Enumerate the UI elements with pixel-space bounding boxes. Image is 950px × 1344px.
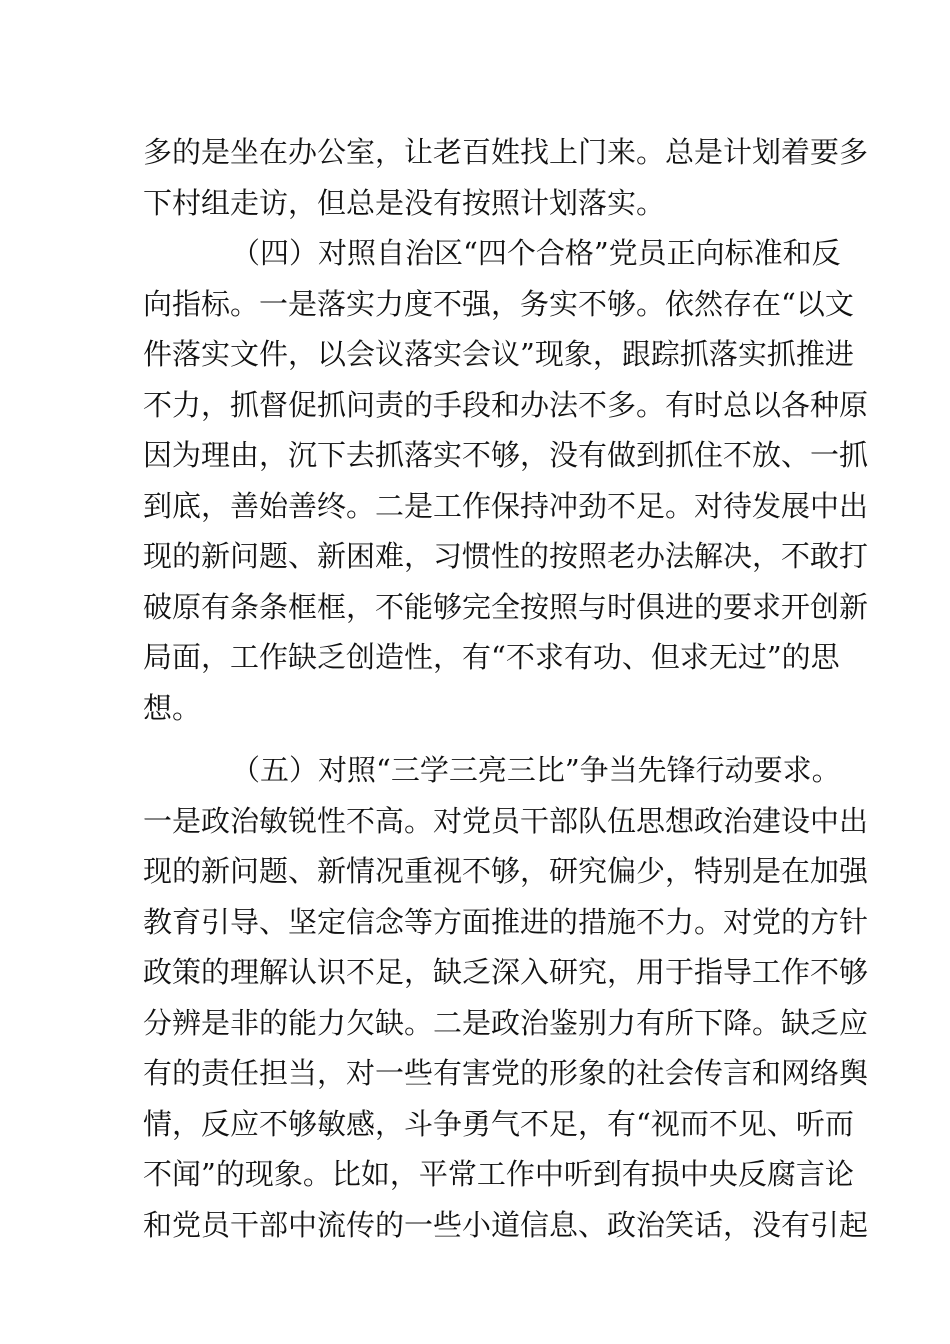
text-line: 有的责任担当，对一些有害党的形象的社会传言和网络舆 <box>143 1056 869 1090</box>
text-line: 一是政治敏锐性不高。对党员干部队伍思想政治建设中出 <box>143 803 869 838</box>
text-line: 不闻”的现象。比如，平常工作中听到有损中央反腐言论 <box>143 1157 854 1191</box>
text-line: 分辨是非的能力欠缺。二是政治鉴别力有所下降。缺乏应 <box>143 1005 869 1040</box>
text-line: 教育引导、坚定信念等方面推进的措施不力。对党的方针 <box>143 904 869 939</box>
text-line: 现的新问题、新情况重视不够，研究偏少，特别是在加强 <box>143 854 869 888</box>
text-line: 下村组走访，但总是没有按照计划落实。 <box>143 185 666 220</box>
text-line: 件落实文件，以会议落实会议”现象，跟踪抓落实抓推进 <box>143 337 854 371</box>
text-line: 想。 <box>143 690 202 725</box>
document-body <box>143 127 869 1250</box>
section-heading-5: （五）对照“三学三亮三比”争当先锋行动要求。 <box>231 753 841 787</box>
paragraph-gap <box>143 733 809 745</box>
text-line: 局面，工作缺乏创造性，有“不求有功、但求无过”的思 <box>143 640 840 674</box>
text-line: 破原有条条框框，不能够完全按照与时俱进的要求开创新 <box>143 589 869 624</box>
text-line: 不力，抓督促抓问责的手段和办法不多。有时总以各种原 <box>143 387 869 422</box>
text-line: 向指标。一是落实力度不强，务实不够。依然存在“以文 <box>143 286 854 321</box>
text-line: 和党员干部中流传的一些小道信息、政治笑话，没有引起 <box>143 1207 869 1242</box>
section-heading-4: （四）对照自治区“四个合格”党员正向标准和反 <box>231 236 841 270</box>
text-line: 现的新问题、新困难，习惯性的按照老办法解决，不敢打 <box>143 539 869 573</box>
text-line: 到底，善始善终。二是工作保持冲劲不足。对待发展中出 <box>143 488 869 523</box>
text-line: 情，反应不够敏感，斗争勇气不足，有“视而不见、听而 <box>143 1106 854 1141</box>
text-line: 政策的理解认识不足，缺乏深入研究，用于指导工作不够 <box>143 955 869 989</box>
text-line: 多的是坐在办公室，让老百姓找上门来。总是计划着要多 <box>143 135 869 169</box>
text-line: 因为理由，沉下去抓落实不够，没有做到抓住不放、一抓 <box>143 438 869 472</box>
